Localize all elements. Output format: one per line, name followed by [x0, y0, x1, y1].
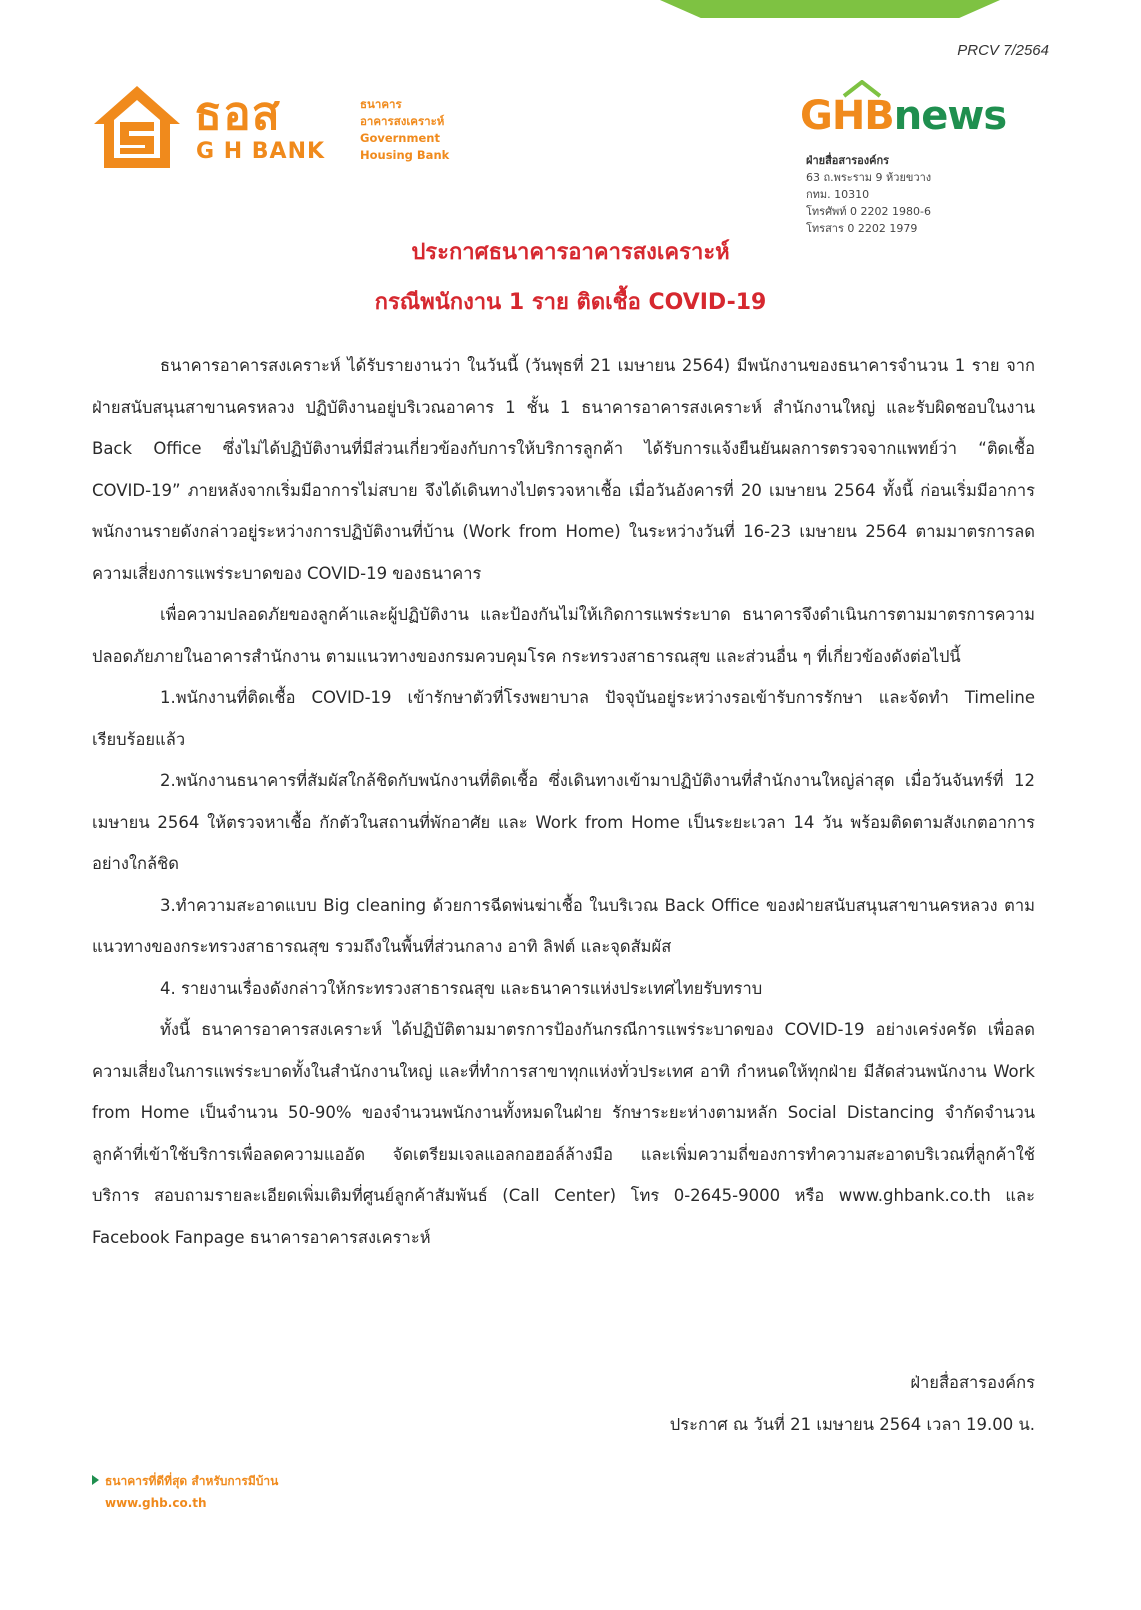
footer-url: www.ghb.co.th	[105, 1496, 207, 1510]
ghbnews-logo	[800, 80, 1060, 240]
brand-english-name: G H BANK	[196, 139, 326, 164]
brand-desc-line: ธนาคาร	[360, 97, 402, 111]
brand-thai-name: ธอส	[194, 86, 281, 140]
document-reference: PRCV 7/2564	[957, 42, 1049, 59]
house-logo-icon	[92, 84, 182, 170]
ghb-text: GHB	[800, 93, 894, 139]
top-green-band	[660, 0, 1000, 18]
announcement-date: ประกาศ ณ วันที่ 21 เมษายน 2564 เวลา 19.00 น.	[669, 1415, 1035, 1434]
signature-department: ฝ่ายสื่อสารองค์กร	[910, 1373, 1035, 1392]
brand-desc-line: อาคารสงเคราะห์	[360, 114, 445, 128]
brand-desc-line: Housing Bank	[360, 148, 450, 162]
announcement-body	[92, 345, 1035, 1258]
footer	[92, 1470, 278, 1514]
announcement-title: ประกาศธนาคารอาคารสงเคราะห์	[411, 240, 730, 265]
body-paragraph: ทั้งนี้ ธนาคารอาคารสงเคราะห์ ได้ปฏิบัติตามมาตรการป้องกันกรณีการแพร่ระบาดของ COVID-19 อย่างเคร่งครัด เพื่อลดความเสี่ยงในการแพร่ระบาดทั้งในสำนักงานใหญ่ และที่ทำการสาขาทุกแห่งทั่วประเทศ อาทิ กำหนดให้ทุกฝ่าย มีสัดส่วนพนักงาน Work from Home เป็นจำนวน 50-90% ของจำนวนพนักงานทั้งหมดในฝ่าย รักษาระยะห่างตามหลัก Social Distancing จำกัดจำนวนลูกค้าที่เข้าใช้บริการเพื่อลดความแออัด จัดเตรียมเจลแอลกอฮอล์ล้างมือ และเพิ่มความถี่ของการทำความสะอาดบริเวณที่ลูกค้าใช้บริการ สอบถามรายละเอียดเพิ่มเติมที่ศูนย์ลูกค้าสัมพันธ์ (Call Center) โทร 0-2645-9000 หรือ www.ghbank.co.th และ Facebook Fanpage ธนาคารอาคารสงเคราะห์	[92, 1020, 1035, 1247]
body-list-item: 1.พนักงานที่ติดเชื้อ COVID-19 เข้ารักษาตัวที่โรงพยาบาล ปัจจุบันอยู่ระหว่างรอเข้ารับการรักษา และจัดทำ Timeline เรียบร้อยแล้ว	[92, 688, 1035, 749]
contact-fax: โทรสาร 0 2202 1979	[806, 222, 918, 235]
ghbnews-wordmark	[800, 94, 1006, 138]
body-list-item: 2.พนักงานธนาคารที่สัมผัสใกล้ชิดกับพนักงานที่ติดเชื้อ ซึ่งเดินทางเข้ามาปฏิบัติงานที่สำนักงานใหญ่ล่าสุด เมื่อวันจันทร์ที่ 12 เมษายน 2564 ให้ตรวจหาเชื้อ กักตัวในสถานที่พักอาศัย และ Work from Home เป็นระยะเวลา 14 วัน พร้อมติดตามสังเกตอาการอย่างใกล้ชิด	[92, 771, 1035, 873]
contact-block	[806, 152, 931, 237]
body-paragraph: เพื่อความปลอดภัยของลูกค้าและผู้ปฏิบัติงาน และป้องกันไม่ให้เกิดการแพร่ระบาด ธนาคารจึงดำเนินการตามมาตรการความปลอดภัยภายในอาคารสำนักงาน ตามแนวทางของกรมควบคุมโรค กระทรวงสาธารณสุข และส่วนอื่น ๆ ที่เกี่ยวข้องดังต่อไปนี้	[92, 605, 1035, 666]
contact-address-line: 63 ถ.พระราม 9 ห้วยขวาง	[806, 171, 932, 184]
news-text: news	[893, 93, 1007, 139]
contact-address-line: กทม. 10310	[806, 188, 870, 201]
brand-description	[360, 96, 449, 164]
body-list-item: 4. รายงานเรื่องดังกล่าวให้กระทรวงสาธารณสุข และธนาคารแห่งประเทศไทยรับทราบ	[160, 978, 763, 998]
contact-department: ฝ่ายสื่อสารองค์กร	[806, 154, 890, 167]
brand-desc-line: Government	[360, 131, 440, 145]
body-list-item: 3.ทำความสะอาดแบบ Big cleaning ด้วยการฉีดพ่นฆ่าเชื้อ ในบริเวณ Back Office ของฝ่ายสนับสนุนสาขานครหลวง ตามแนวทางของกระทรวงสาธารณสุข รวมถึงในพื้นที่ส่วนกลาง อาทิ ลิฟต์ และจุดสัมผัส	[92, 895, 1035, 956]
ghbank-logo	[92, 84, 512, 174]
triangle-bullet-icon	[92, 1475, 99, 1485]
body-paragraph: ธนาคารอาคารสงเคราะห์ ได้รับรายงานว่า ในวันนี้ (วันพุธที่ 21 เมษายน 2564) มีพนักงานของธนาคารจำนวน 1 ราย จากฝ่ายสนับสนุนสาขานครหลวง ปฏิบัติงานอยู่บริเวณอาคาร 1 ชั้น 1 ธนาคารอาคารสงเคราะห์ สำนักงานใหญ่ และรับผิดชอบในงาน Back Office ซึ่งไม่ได้ปฏิบัติงานที่มีส่วนเกี่ยวข้องกับการให้บริการลูกค้า ได้รับการแจ้งยืนยันผลการตรวจจากแพทย์ว่า “ติดเชื้อ COVID-19” ภายหลังจากเริ่มมีอาการไม่สบาย จึงได้เดินทางไปตรวจหาเชื้อ เมื่อวันอังคารที่ 20 เมษายน 2564 ทั้งนี้ ก่อนเริ่มมีอาการ พนักงานรายดังกล่าวอยู่ระหว่างการปฏิบัติงานที่บ้าน (Work from Home) ในระหว่างวันที่ 16-23 เมษายน 2564 ตามมาตรการลดความเสี่ยงการแพร่ระบาดของ COVID-19 ของธนาคาร	[92, 356, 1035, 583]
contact-phone: โทรศัพท์ 0 2202 1980-6	[806, 205, 931, 218]
footer-slogan: ธนาคารที่ดีที่สุด สำหรับการมีบ้าน	[105, 1474, 279, 1488]
announcement-subtitle: กรณีพนักงาน 1 ราย ติดเชื้อ COVID-19	[374, 290, 767, 315]
